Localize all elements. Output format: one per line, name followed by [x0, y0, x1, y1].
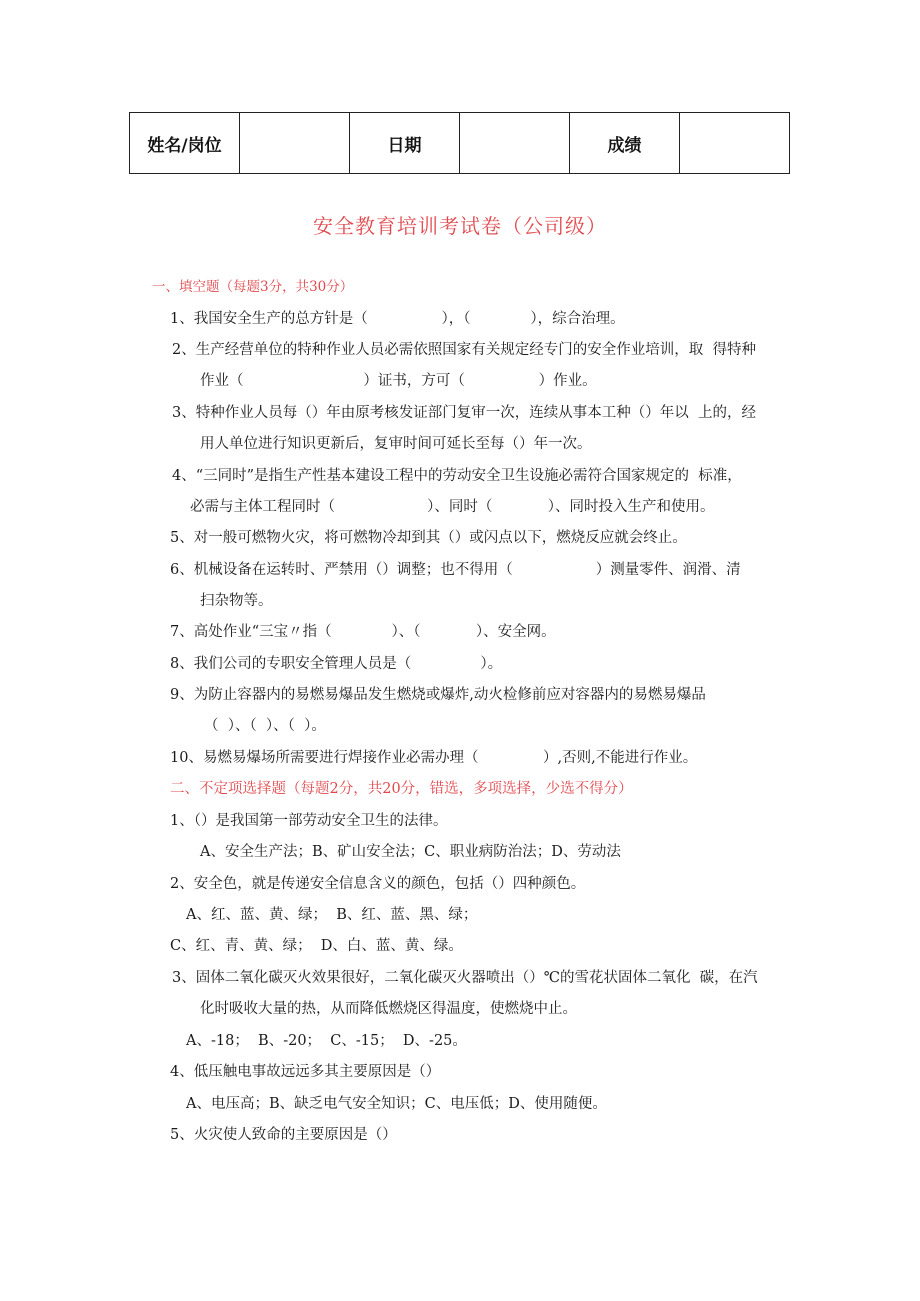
date-field[interactable] — [460, 113, 570, 174]
question-line: 3、特种作业人员每（）年由原考核发证部门复审一次，连续从事本工种（）年以 上的，经 — [172, 405, 756, 421]
info-table — [129, 112, 790, 174]
question-line: 9、为防止容器内的易燃易爆品发生燃烧或爆炸,动火检修前应对容器内的易燃易爆品 — [170, 687, 706, 703]
question-line: 2、安全色，就是传递安全信息含义的颜色，包括（）四种颜色。 — [170, 876, 586, 892]
question-line: （ ）、（ ）、（ ）。 — [204, 718, 326, 734]
info-table-row — [130, 113, 790, 174]
question-line: 3、固体二氧化碳灭火效果很好，二氧化碳灭火器喷出（）℃的雪花状固体二氧化 碳，在汽 — [172, 970, 758, 986]
question-line: 1、我国安全生产的总方针是（ ），（ ），综合治理。 — [170, 311, 625, 327]
question-line: 5、对一般可燃物火灾，将可燃物冷却到其（）或闪点以下，燃烧反应就会终止。 — [170, 530, 687, 546]
question-line: 扫杂物等。 — [200, 593, 273, 609]
score-field[interactable] — [680, 113, 790, 174]
name-position-field[interactable] — [240, 113, 350, 174]
question-line: 1、（）是我国第一部劳动安全卫生的法律。 — [170, 813, 448, 829]
question-line: 10、易燃易爆场所需要进行焊接作业必需办理（ ）,否则,不能进行作业。 — [170, 750, 698, 766]
question-line: 4、低压触电事故远远多其主要原因是（） — [170, 1064, 441, 1080]
option-line: A、安全生产法；B、矿山安全法；C、职业病防治法；D、劳动法 — [200, 844, 621, 860]
question-line: 8、我们公司的专职安全管理人员是（ ）。 — [170, 656, 503, 672]
question-line: 4、“三同时”是指生产性基本建设工程中的劳动安全卫生设施必需符合国家规定的 标准， — [172, 468, 742, 484]
option-line: A、红、蓝、黄、绿； B、红、蓝、黑、绿； — [186, 907, 478, 923]
question-line: 作业（ ）证书，方可（ ）作业。 — [200, 373, 597, 389]
option-line: A、电压高；B、缺乏电气安全知识；C、电压低；D、使用随便。 — [186, 1096, 607, 1112]
question-line: 6、机械设备在运转时、严禁用（）调整；也不得用（ ）测量零件、润滑、清 — [170, 562, 741, 578]
score-label: 成绩 — [570, 113, 680, 174]
question-line: 2、生产经营单位的特种作业人员必需依照国家有关规定经专门的安全作业培训，取 得特种 — [172, 342, 756, 358]
question-line: 必需与主体工程同时（ ）、同时（ ）、同时投入生产和使用。 — [190, 499, 715, 515]
document-title: 安全教育培训考试卷（公司级） — [313, 214, 607, 238]
name-position-label: 姓名/岗位 — [130, 113, 240, 174]
option-line: A、-18； B、-20； C、-15； D、-25。 — [186, 1033, 467, 1049]
date-label: 日期 — [350, 113, 460, 174]
question-line: 7、高处作业“三宝〃指（ ）、（ ）、安全网。 — [170, 624, 556, 640]
option-line: C、红、青、黄、绿； D、白、蓝、黄、绿。 — [170, 938, 463, 954]
section2-heading: 二、不定项选择题（每题2分，共20分，错选，多项选择，少选不得分） — [170, 781, 633, 797]
section1-heading: 一、填空题（每题3分，共30分） — [152, 279, 354, 295]
question-line: 用人单位进行知识更新后，复审时间可延长至每（）年一次。 — [200, 436, 592, 452]
question-line: 5、火灾使人致命的主要原因是（） — [170, 1127, 397, 1143]
question-line: 化时吸收大量的热，从而降低燃烧区得温度，使燃烧中止。 — [200, 1001, 577, 1017]
